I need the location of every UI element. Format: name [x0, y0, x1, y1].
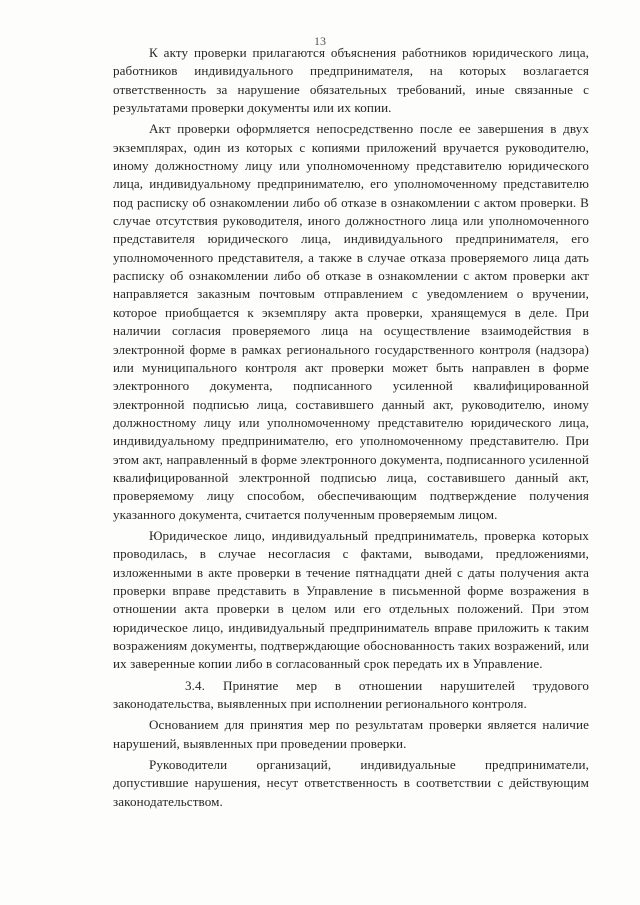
section-heading: [113, 677, 589, 714]
section-number: 3.4.: [185, 677, 206, 693]
paragraph-objections: Юридическое лицо, индивидуальный предприниматель, проверка которых проводилась, в случае несогласия с фактами, выводами, предложениями, изложенными в акте проверки в течение пятнадцати дней с даты получения акта проверки вправе представить в Управление в письменной форме возражения в отношении акта проверки в целом или его отдельных положений. При этом юридическое лицо, индивидуальный предприниматель вправе приложить к таким возражениям документы, подтверждающие обоснованность таких возражений, или их заверенные копии либо в согласованный срок передать их в Управление.: [113, 527, 589, 672]
paragraph-attachments: К акту проверки прилагаются объяснения работников юридического лица, работников индивидуального предпринимателя, на которых возлагается ответственность за нарушение обязательных требований, иные связанные с результатами проверки документы или их копии.: [113, 45, 589, 116]
section-text: Принятие мер в отношении нарушителей трудового законодательства, выявленных при исполнении регионального контроля.: [113, 677, 589, 712]
document-body: [113, 44, 589, 811]
paragraph-grounds: Основанием для принятия мер по результатам проверки является наличие нарушений, выявленных при проведении проверки.: [113, 717, 589, 751]
paragraph-act-delivery: Акт проверки оформляется непосредственно после ее завершения в двух экземплярах, один из которых с копиями приложений вручается руководителю, иному должностному лицу или уполномоченному представителю юридического лица, индивидуальному предпринимателю, его уполномоченному представителю под расписку об ознакомлении либо об отказе в ознакомлении с актом проверки. В случае отсутствия руководителя, иного должностного лица или уполномоченного представителя юридического лица, индивидуального предпринимателя, его уполномоченного представителя, а также в случае отказа проверяемого лица дать расписку об ознакомлении либо об отказе в ознакомлении с актом проверки акт направляется заказным почтовым отправлением с уведомлением о вручении, которое приобщается к экземпляру акта проверки, хранящемуся в деле. При наличии согласия проверяемого лица на осуществление взаимодействия в электронной форме в рамках регионального государственного контроля (надзора) или муниципального контроля акт проверки может быть направлен в форме электронного документа, подписанного усиленной квалифицированной электронной подписью лица, составившего данный акт, руководителю, иному должностному лицу или уполномоченному представителю юридического лица, индивидуальному предпринимателю, его уполномоченному представителю. При этом акт, направленный в форме электронного документа, подписанного усиленной квалифицированной электронной подписью лица, составившего данный акт, проверяемому лицу способом, обеспечивающим подтверждение получения указанного документа, считается полученным проверяемым лицом.: [113, 121, 589, 522]
page-number: 13: [314, 34, 326, 48]
paragraph-responsibility: Руководители организаций, индивидуальные предприниматели, допустившие нарушения, несут ответственность в соответствии с действующим законодательством.: [113, 757, 589, 809]
